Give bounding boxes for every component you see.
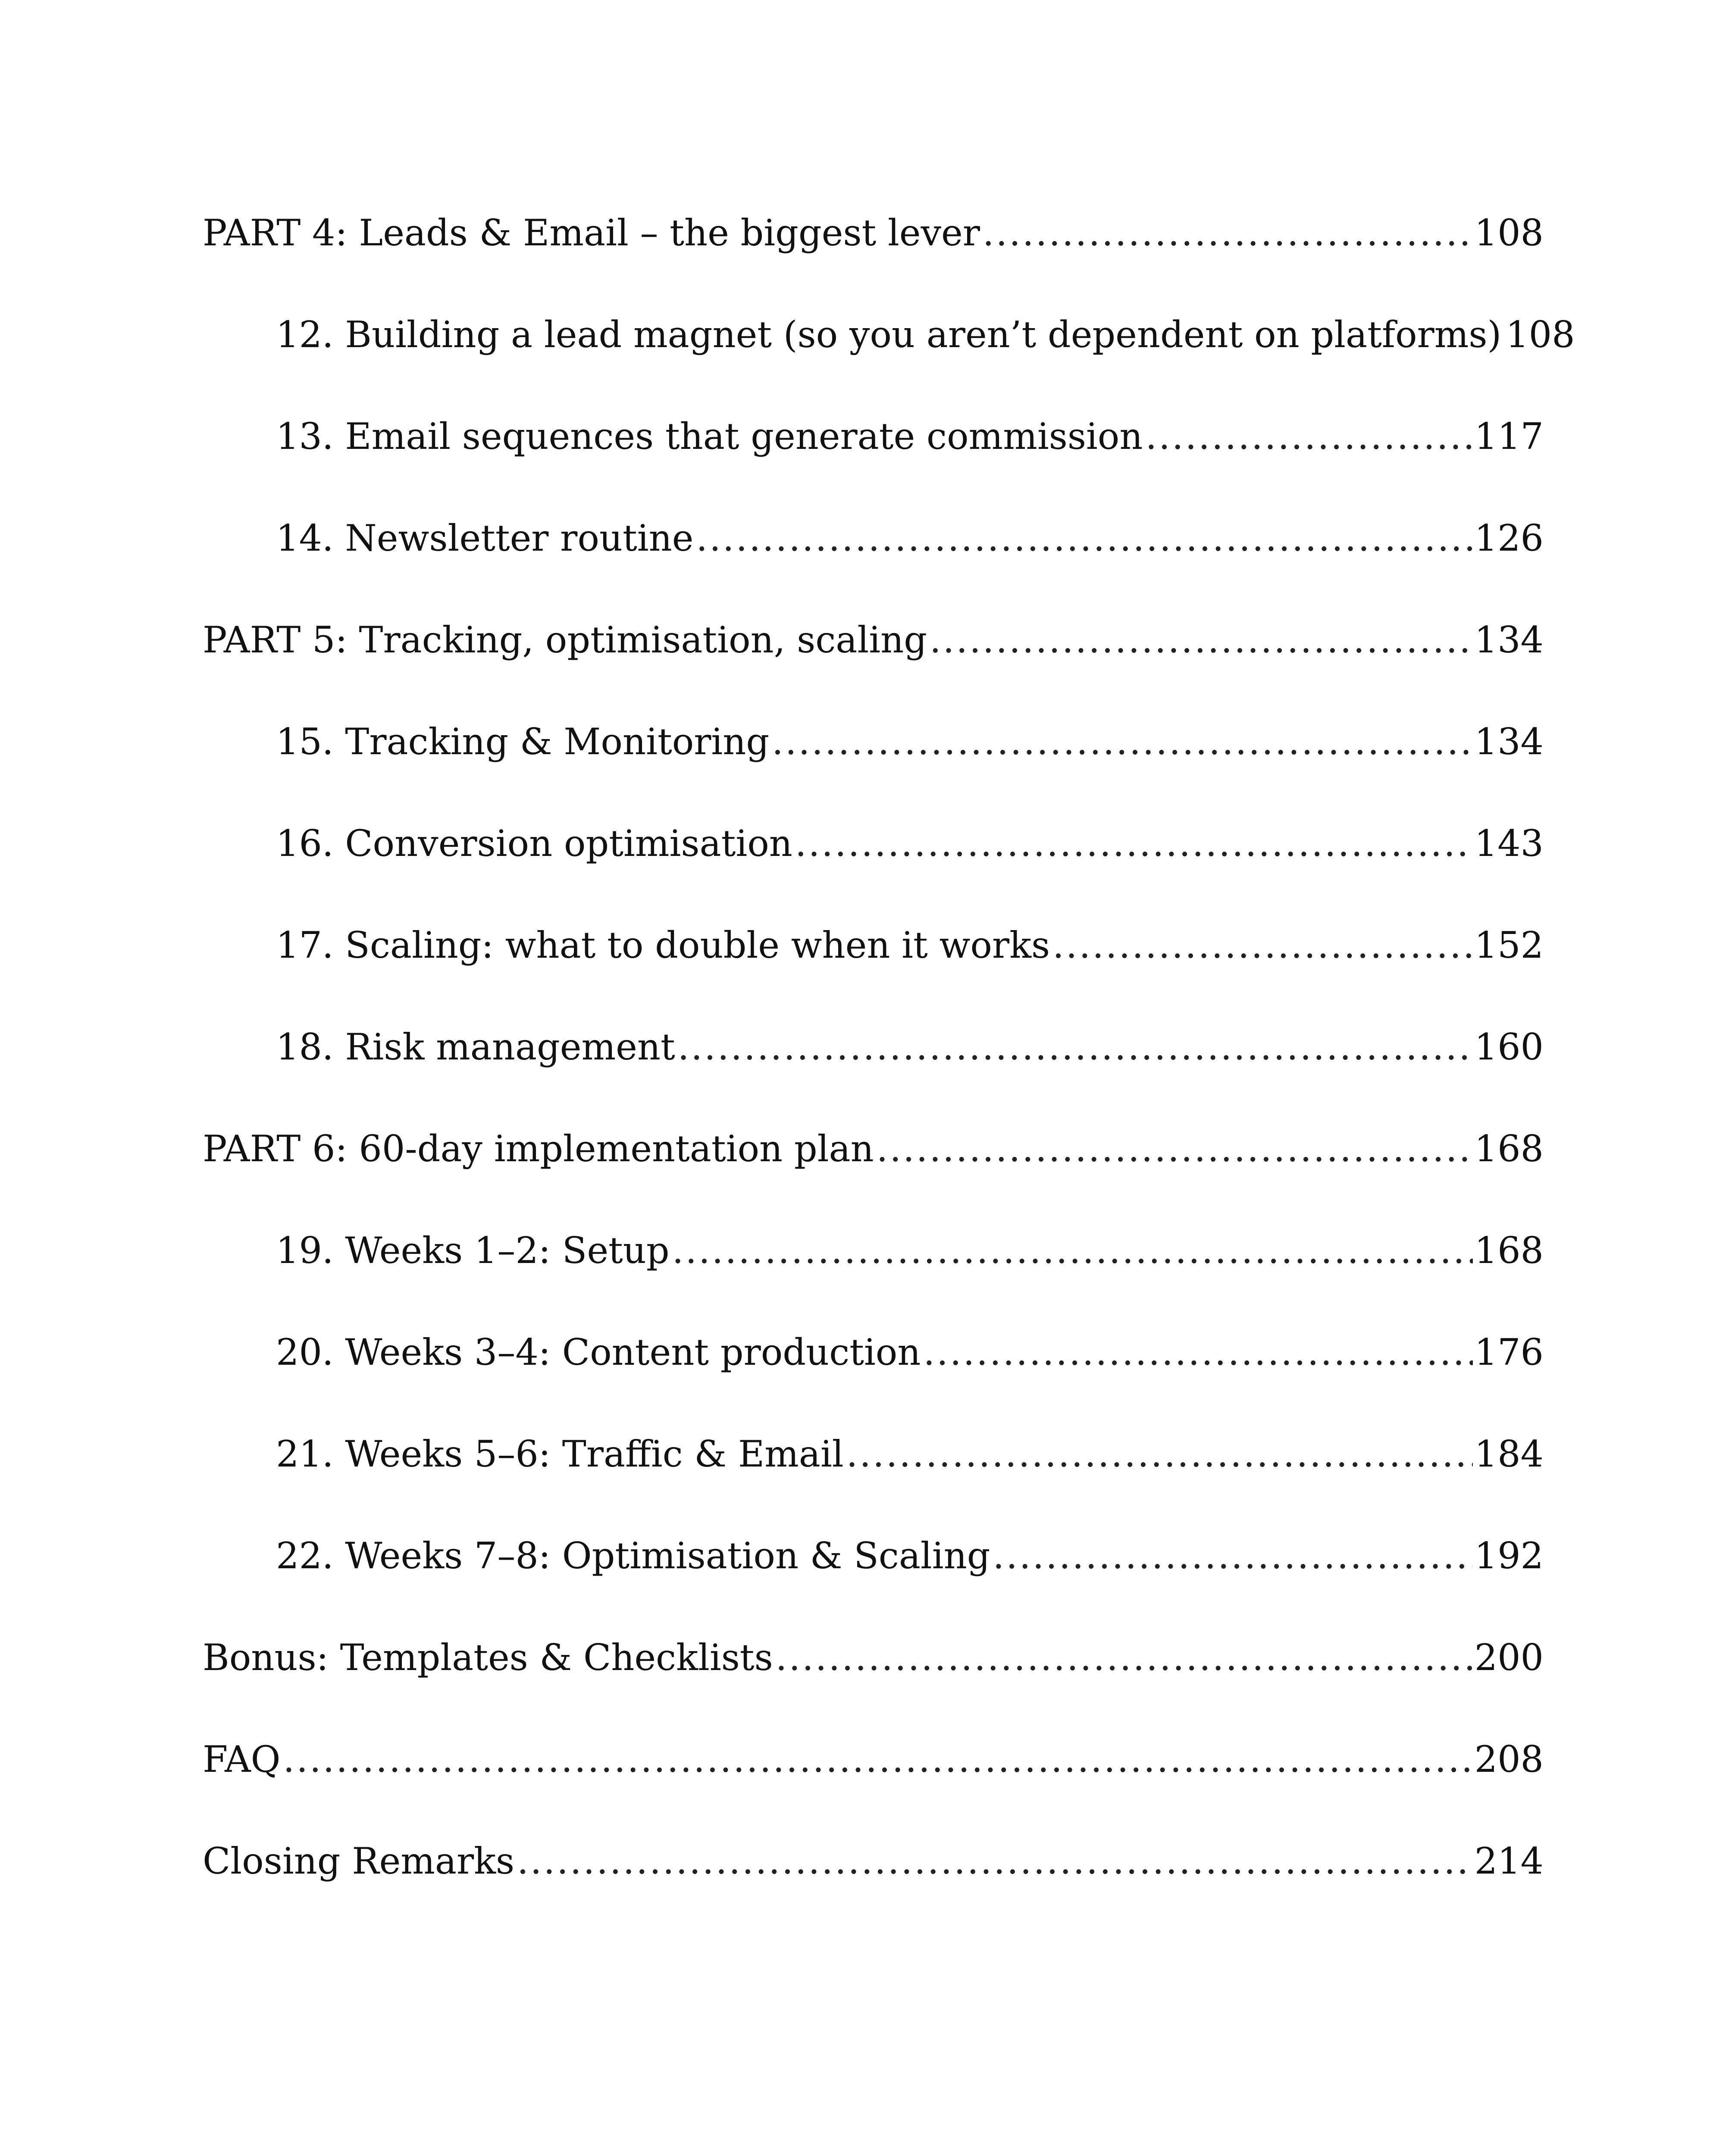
toc-dot-leader xyxy=(772,711,1472,772)
toc-entry-title: 21. Weeks 5–6: Traffic & Email xyxy=(276,1433,844,1475)
toc-entry-page: 168 xyxy=(1474,1128,1544,1170)
toc-entry-part-6[interactable] xyxy=(203,1119,1544,1179)
toc-entry-page: 176 xyxy=(1474,1331,1544,1373)
toc-entry-page: 117 xyxy=(1474,415,1544,458)
toc-dot-leader xyxy=(696,508,1472,568)
toc-dot-leader xyxy=(993,1526,1473,1586)
toc-entry-page: 126 xyxy=(1474,517,1544,559)
toc-entry-title: PART 5: Tracking, optimisation, scaling xyxy=(203,619,927,661)
toc-dot-leader xyxy=(795,813,1473,874)
toc-entry-title: 19. Weeks 1–2: Setup xyxy=(276,1229,670,1272)
toc-entry-page: 160 xyxy=(1474,1026,1544,1068)
toc-dot-leader xyxy=(846,1424,1473,1484)
toc-entry-title: 12. Building a lead magnet (so you aren’t dependent on platforms) xyxy=(276,313,1502,356)
toc-entry-bonus[interactable] xyxy=(203,1627,1544,1688)
toc-entry-chapter-13[interactable] xyxy=(276,406,1544,467)
toc-entry-title: 16. Conversion optimisation xyxy=(276,822,792,865)
toc-dot-leader xyxy=(930,610,1473,670)
toc-entry-title: PART 6: 60-day implementation plan xyxy=(203,1128,874,1170)
toc-entry-title: 17. Scaling: what to double when it works xyxy=(276,924,1050,966)
toc-entry-title: 18. Risk management xyxy=(276,1026,675,1068)
toc-entry-chapter-15[interactable] xyxy=(276,711,1544,772)
toc-entry-page: 152 xyxy=(1474,924,1544,966)
toc-entry-chapter-22[interactable] xyxy=(276,1526,1544,1586)
toc-dot-leader xyxy=(776,1627,1473,1688)
toc-entry-part-4[interactable] xyxy=(203,203,1544,263)
toc-entry-title: 15. Tracking & Monitoring xyxy=(276,721,770,763)
toc-entry-page: 214 xyxy=(1474,1840,1544,1882)
toc-entry-chapter-18[interactable] xyxy=(276,1017,1544,1077)
toc-entry-chapter-12[interactable] xyxy=(276,304,1575,365)
toc-entry-page: 143 xyxy=(1474,822,1544,865)
toc-entry-title: 13. Email sequences that generate commission xyxy=(276,415,1143,458)
toc-dot-leader xyxy=(283,1729,1473,1789)
toc-dot-leader xyxy=(678,1017,1473,1077)
toc-entry-chapter-20[interactable] xyxy=(276,1322,1544,1382)
toc-entry-page: 200 xyxy=(1474,1636,1544,1679)
toc-entry-closing-remarks[interactable] xyxy=(203,1831,1544,1891)
toc-entry-chapter-21[interactable] xyxy=(276,1424,1544,1484)
toc-entry-page: 208 xyxy=(1474,1738,1544,1780)
toc-dot-leader xyxy=(877,1119,1473,1179)
toc-dot-leader xyxy=(672,1220,1473,1281)
toc-entry-title: 20. Weeks 3–4: Content production xyxy=(276,1331,921,1373)
toc-entry-chapter-16[interactable] xyxy=(276,813,1544,874)
toc-dot-leader xyxy=(923,1322,1472,1382)
toc-dot-leader xyxy=(983,203,1473,263)
toc-entry-title: PART 4: Leads & Email – the biggest lever xyxy=(203,212,980,254)
toc-entry-faq[interactable] xyxy=(203,1729,1544,1789)
toc-entry-page: 134 xyxy=(1474,619,1544,661)
toc-entry-page: 108 xyxy=(1506,313,1575,356)
toc-entry-title: Bonus: Templates & Checklists xyxy=(203,1636,773,1679)
toc-entry-part-5[interactable] xyxy=(203,610,1544,670)
toc-entry-page: 184 xyxy=(1474,1433,1544,1475)
toc-entry-page: 134 xyxy=(1474,721,1544,763)
toc-entry-title: FAQ xyxy=(203,1738,281,1780)
toc-entry-page: 192 xyxy=(1474,1535,1544,1577)
toc-dot-leader xyxy=(517,1831,1473,1891)
toc-entry-chapter-14[interactable] xyxy=(276,508,1544,568)
toc-dot-leader xyxy=(1052,915,1473,975)
toc-entry-page: 168 xyxy=(1474,1229,1544,1272)
toc-dot-leader xyxy=(1145,406,1472,467)
toc-entry-page: 108 xyxy=(1474,212,1544,254)
toc-entry-chapter-19[interactable] xyxy=(276,1220,1544,1281)
toc-entry-chapter-17[interactable] xyxy=(276,915,1544,975)
toc-entry-title: 22. Weeks 7–8: Optimisation & Scaling xyxy=(276,1535,990,1577)
toc-entry-title: 14. Newsletter routine xyxy=(276,517,694,559)
toc-entry-title: Closing Remarks xyxy=(203,1840,515,1882)
